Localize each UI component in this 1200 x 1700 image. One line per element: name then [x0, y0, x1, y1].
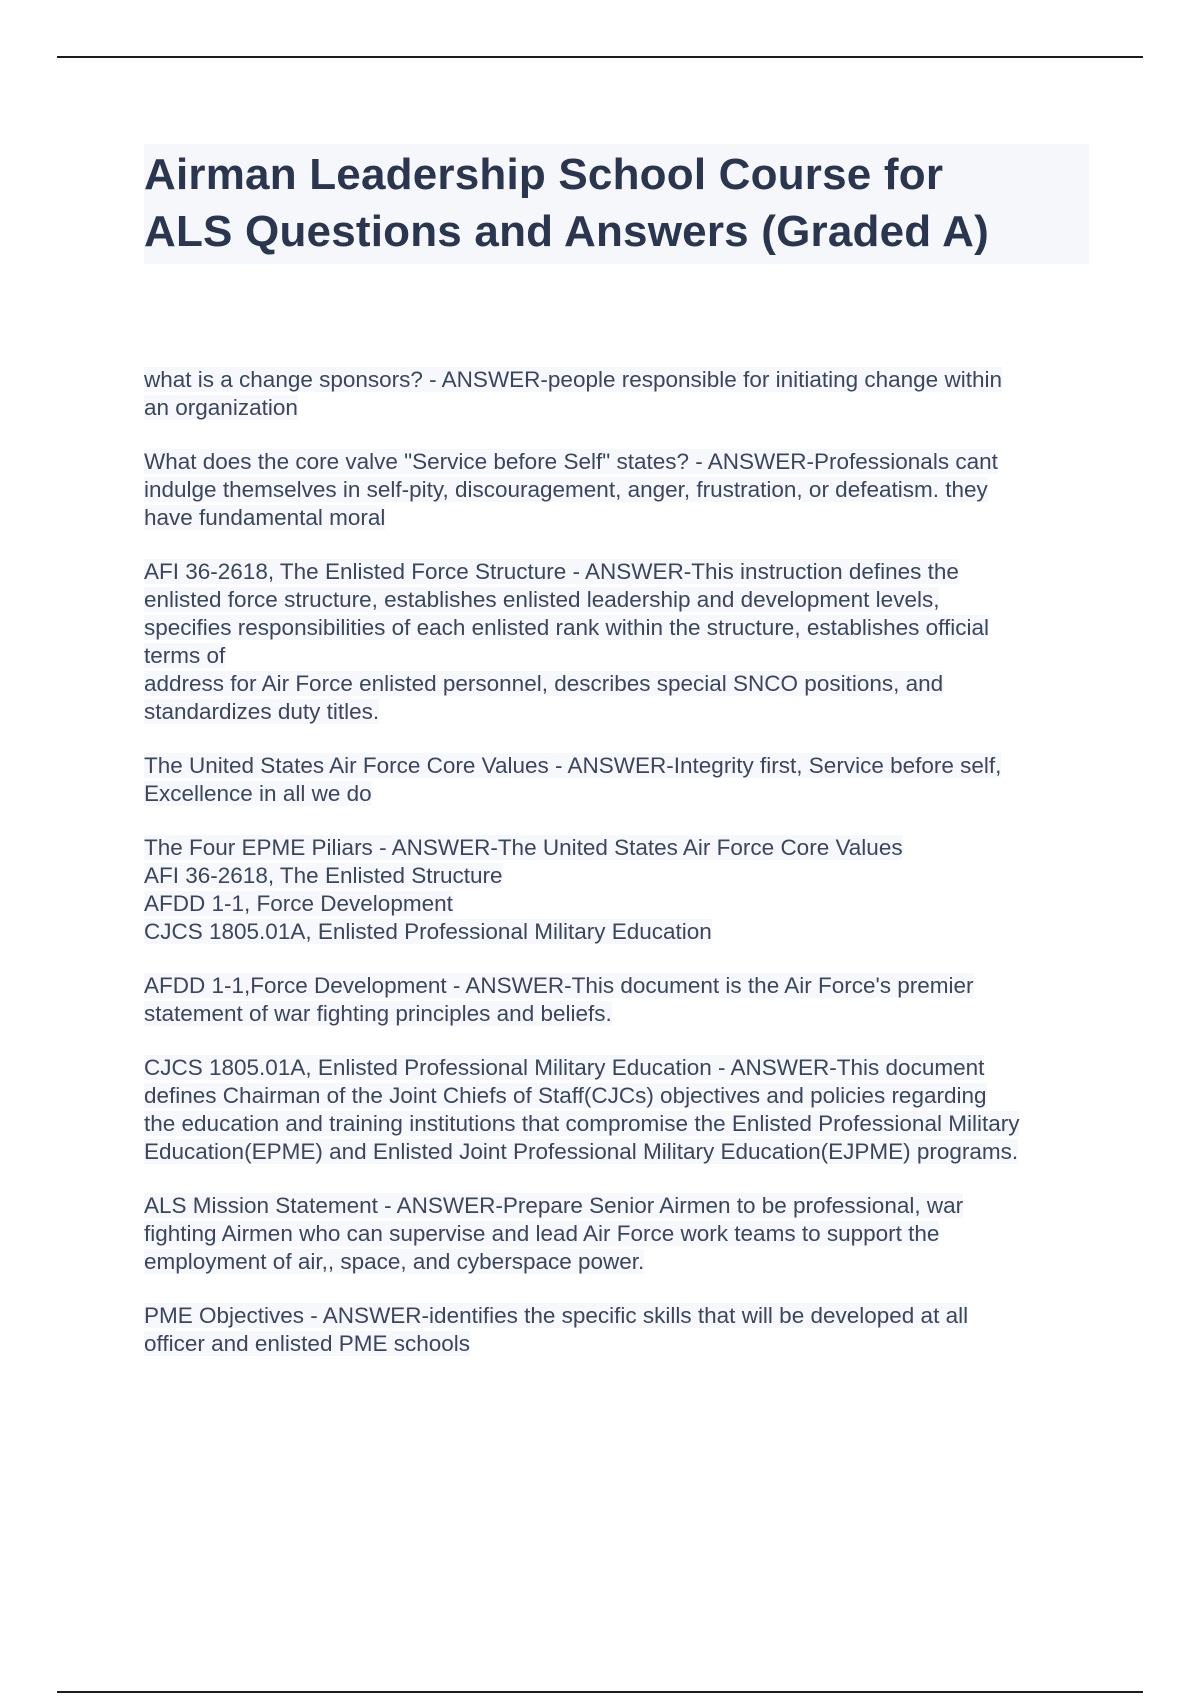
qa-line: an organization — [144, 395, 298, 420]
qa-line: CJCS 1805.01A, Enlisted Professional Military Education — [144, 919, 712, 944]
qa-entry — [144, 366, 1089, 422]
qa-line: address for Air Force enlisted personnel, describes special SNCO positions, and — [144, 671, 944, 696]
qa-entry — [144, 1302, 1089, 1358]
title-line: Airman Leadership School Course for — [144, 150, 944, 199]
qa-line: terms of — [144, 643, 226, 668]
qa-list — [144, 366, 1089, 1384]
qa-entry — [144, 558, 1089, 726]
top-rule — [57, 56, 1143, 58]
qa-line: fighting Airmen who can supervise and lead Air Force work teams to support the — [144, 1221, 940, 1246]
qa-line: enlisted force structure, establishes enlisted leadership and development levels, — [144, 587, 940, 612]
qa-line: employment of air,, space, and cyberspace power. — [144, 1249, 645, 1274]
qa-entry — [144, 972, 1089, 1028]
qa-line: ALS Mission Statement - ANSWER-Prepare Senior Airmen to be professional, war — [144, 1193, 964, 1218]
qa-line: standardizes duty titles. — [144, 699, 380, 724]
qa-line: The United States Air Force Core Values - ANSWER-Integrity first, Service before self, — [144, 753, 1002, 778]
qa-line: defines Chairman of the Joint Chiefs of Staff(CJCs) objectives and policies regarding — [144, 1083, 987, 1108]
qa-entry — [144, 752, 1089, 808]
qa-line: AFI 36-2618, The Enlisted Structure — [144, 863, 503, 888]
page-title — [144, 146, 1089, 260]
qa-line: indulge themselves in self-pity, discouragement, anger, frustration, or defeatism. they — [144, 477, 988, 502]
qa-line: AFDD 1-1,Force Development - ANSWER-This document is the Air Force's premier — [144, 973, 974, 998]
qa-line: Education(EPME) and Enlisted Joint Professional Military Education(EJPME) programs. — [144, 1139, 1019, 1164]
title-block — [144, 144, 1089, 264]
qa-entry — [144, 448, 1089, 532]
qa-line: what is a change sponsors? - ANSWER-people responsible for initiating change within — [144, 367, 1002, 392]
bottom-rule — [57, 1691, 1143, 1693]
qa-line: statement of war fighting principles and beliefs. — [144, 1001, 612, 1026]
qa-entry — [144, 1054, 1089, 1166]
qa-line: Excellence in all we do — [144, 781, 372, 806]
qa-line: AFI 36-2618, The Enlisted Force Structure - ANSWER-This instruction defines the — [144, 559, 959, 584]
qa-line: officer and enlisted PME schools — [144, 1331, 471, 1356]
qa-line: specifies responsibilities of each enlisted rank within the structure, establishes official — [144, 615, 990, 640]
qa-line: AFDD 1-1, Force Development — [144, 891, 453, 916]
qa-line: the education and training institutions that compromise the Enlisted Professional Military — [144, 1111, 1020, 1136]
title-line: ALS Questions and Answers (Graded A) — [144, 207, 989, 256]
qa-line: CJCS 1805.01A, Enlisted Professional Military Education - ANSWER-This document — [144, 1055, 985, 1080]
qa-line: have fundamental moral — [144, 505, 386, 530]
qa-line: The Four EPME Piliars - ANSWER-The United States Air Force Core Values — [144, 835, 903, 860]
qa-line: PME Objectives - ANSWER-identifies the specific skills that will be developed at all — [144, 1303, 969, 1328]
qa-entry — [144, 1192, 1089, 1276]
qa-line: What does the core valve "Service before Self" states? - ANSWER-Professionals cant — [144, 449, 998, 474]
qa-entry — [144, 834, 1089, 946]
